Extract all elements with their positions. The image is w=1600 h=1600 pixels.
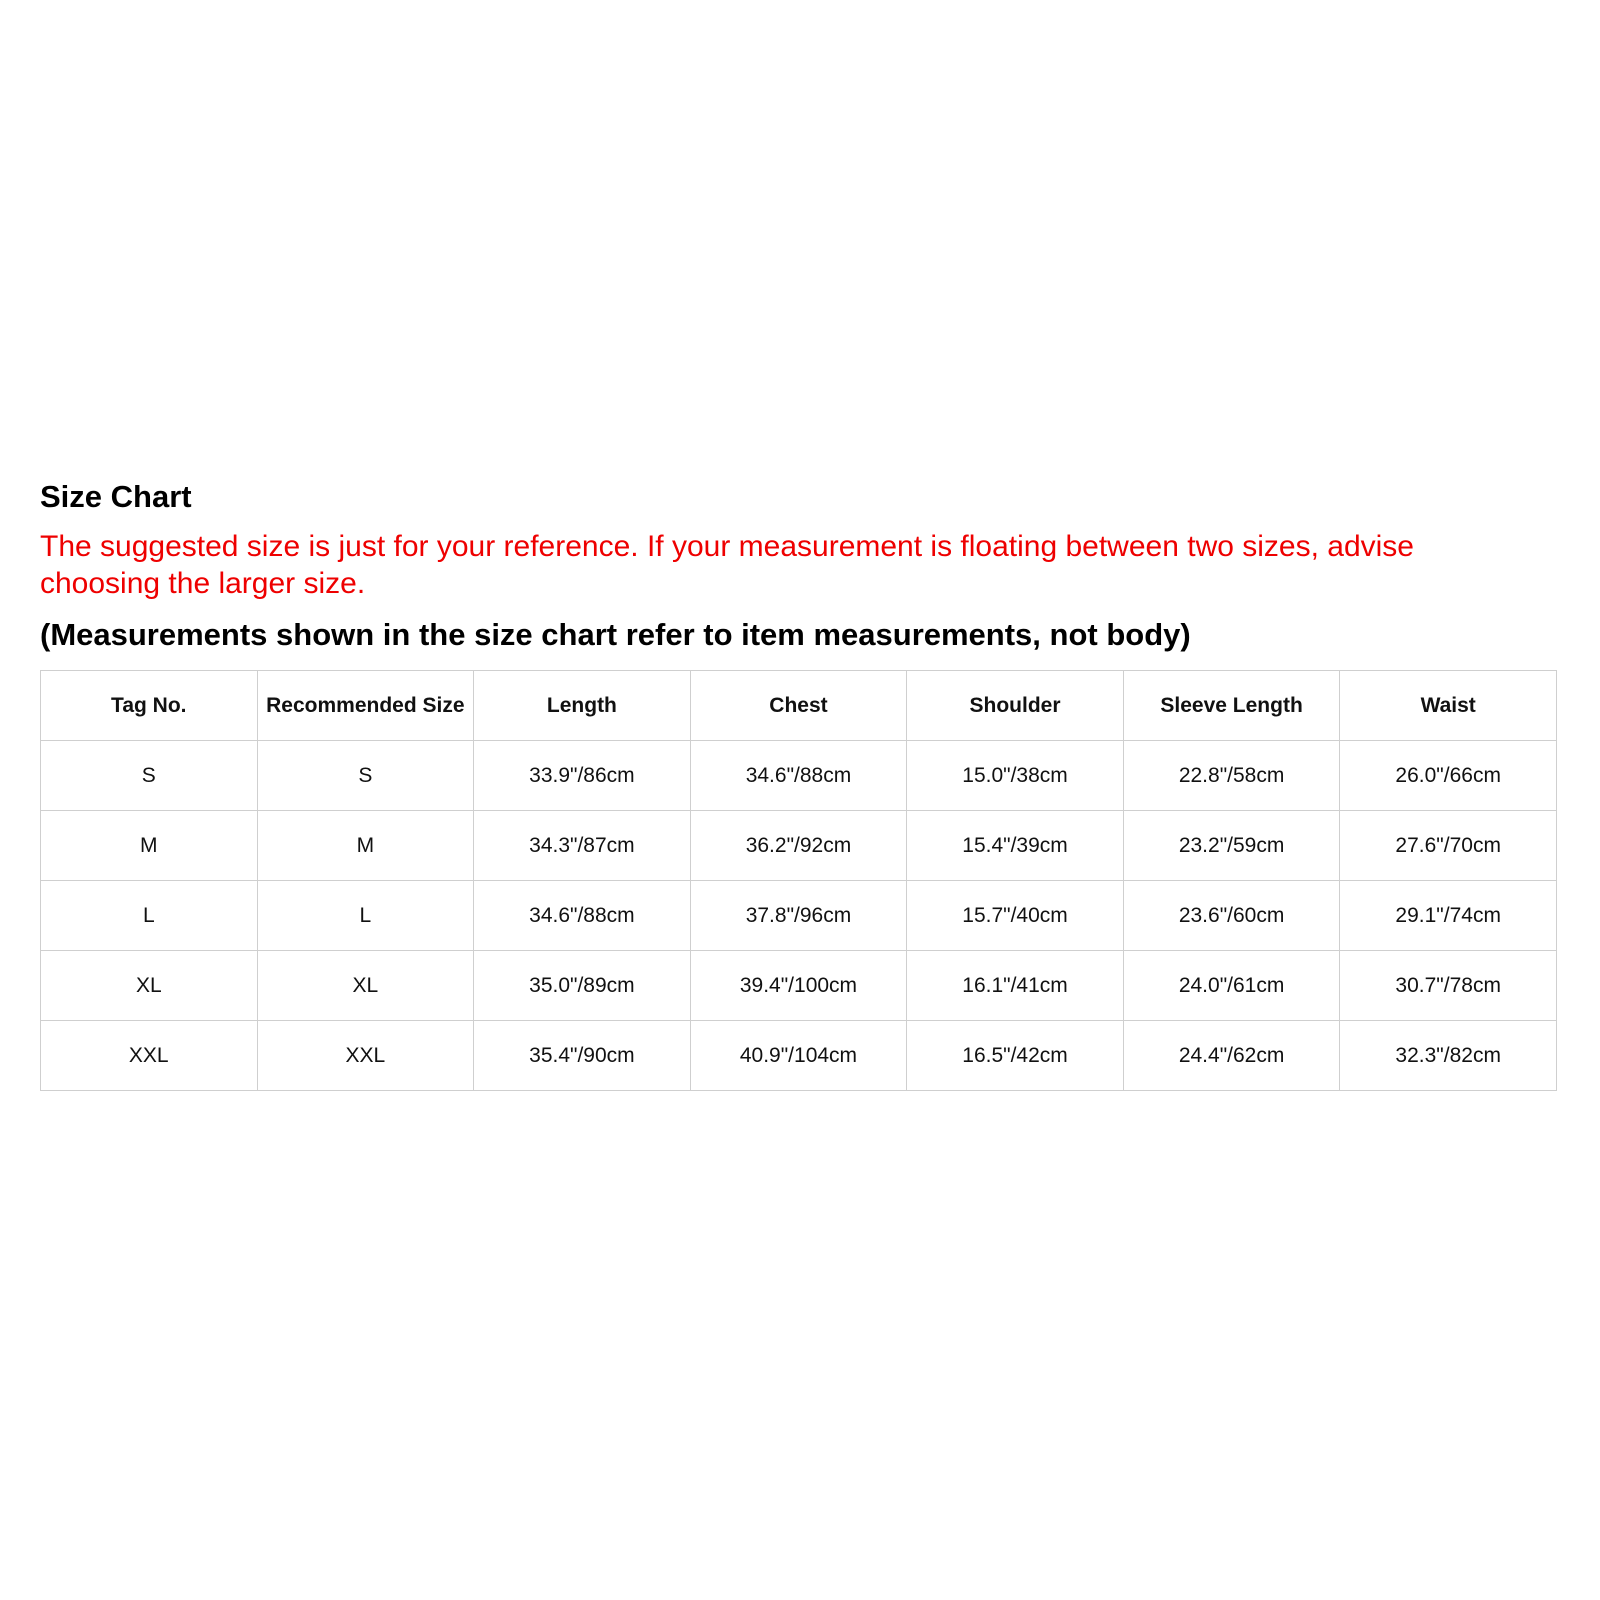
column-header-length: Length [474,671,691,741]
cell-recommended-size: M [257,811,474,881]
column-header-shoulder: Shoulder [907,671,1124,741]
page-title: Size Chart [40,479,192,514]
cell-shoulder: 16.5"/42cm [907,1021,1124,1091]
cell-tag-no: XL [41,951,258,1021]
cell-waist: 27.6"/70cm [1340,811,1557,881]
table-row [41,951,1557,1021]
cell-waist: 26.0"/66cm [1340,741,1557,811]
cell-waist: 29.1"/74cm [1340,881,1557,951]
cell-waist: 32.3"/82cm [1340,1021,1557,1091]
table-row [41,741,1557,811]
table-row [41,881,1557,951]
measurement-note: (Measurements shown in the size chart refer to item measurements, not body) [40,617,1191,652]
table-row [41,811,1557,881]
cell-shoulder: 15.7"/40cm [907,881,1124,951]
cell-chest: 36.2"/92cm [690,811,907,881]
cell-chest: 37.8"/96cm [690,881,907,951]
column-header-recommended-size: Recommended Size [257,671,474,741]
column-header-waist: Waist [1340,671,1557,741]
size-table [40,670,1557,1091]
column-header-chest: Chest [690,671,907,741]
cell-chest: 34.6"/88cm [690,741,907,811]
cell-shoulder: 15.0"/38cm [907,741,1124,811]
cell-tag-no: L [41,881,258,951]
cell-recommended-size: XXL [257,1021,474,1091]
size-chart-section [40,478,1560,1091]
cell-length: 33.9"/86cm [474,741,691,811]
cell-length: 34.6"/88cm [474,881,691,951]
cell-sleeve-length: 22.8"/58cm [1123,741,1340,811]
cell-waist: 30.7"/78cm [1340,951,1557,1021]
cell-tag-no: S [41,741,258,811]
table-header-row [41,671,1557,741]
cell-sleeve-length: 24.4"/62cm [1123,1021,1340,1091]
cell-length: 35.0"/89cm [474,951,691,1021]
cell-recommended-size: L [257,881,474,951]
cell-chest: 39.4"/100cm [690,951,907,1021]
cell-length: 35.4"/90cm [474,1021,691,1091]
cell-chest: 40.9"/104cm [690,1021,907,1091]
cell-tag-no: XXL [41,1021,258,1091]
column-header-tag-no: Tag No. [41,671,258,741]
cell-recommended-size: XL [257,951,474,1021]
cell-sleeve-length: 24.0"/61cm [1123,951,1340,1021]
cell-sleeve-length: 23.6"/60cm [1123,881,1340,951]
cell-shoulder: 16.1"/41cm [907,951,1124,1021]
column-header-sleeve-length: Sleeve Length [1123,671,1340,741]
cell-sleeve-length: 23.2"/59cm [1123,811,1340,881]
cell-shoulder: 15.4"/39cm [907,811,1124,881]
cell-tag-no: M [41,811,258,881]
cell-length: 34.3"/87cm [474,811,691,881]
table-row [41,1021,1557,1091]
size-notice: The suggested size is just for your reference. If your measurement is floating between two sizes, advise choosing the larger size. [40,530,1414,600]
cell-recommended-size: S [257,741,474,811]
